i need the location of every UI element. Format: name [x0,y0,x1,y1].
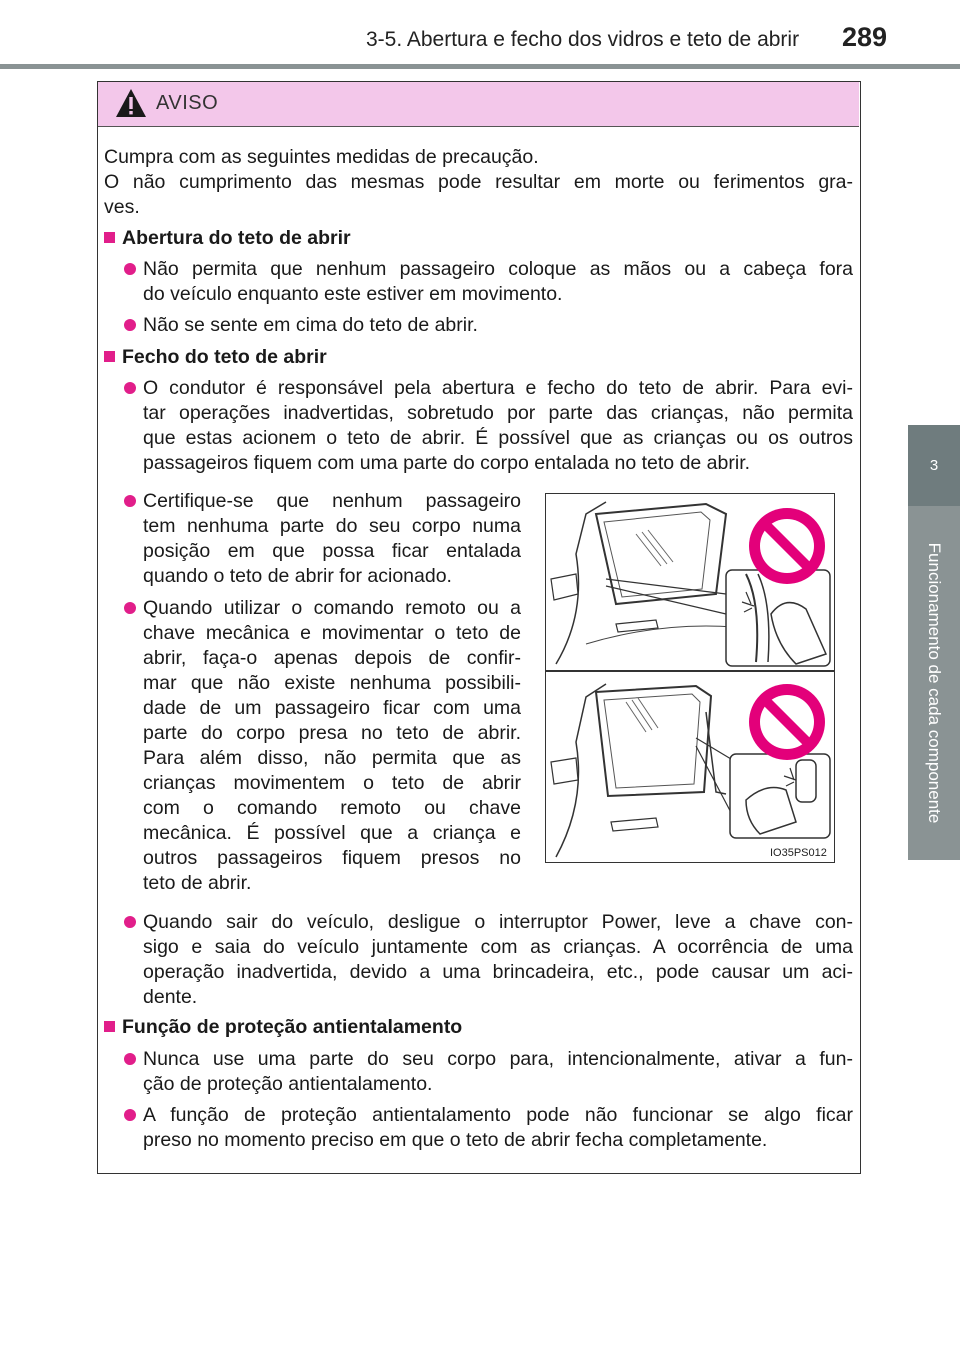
chapter-tab-label [908,506,960,860]
item-line: preso no momento preciso em que o teto de abrir fecha completamente. [143,1129,768,1151]
item-line: Quando sair do veículo, desligue o interruptor Power, leve a chave con- [143,911,853,933]
page-header-title: 3-5. Abertura e fecho dos vidros e teto de abrir [366,28,800,51]
section-heading: Fecho do teto de abrir [122,346,327,368]
section-bullet-square [104,232,115,243]
item-line: quando o teto de abrir for acionado. [143,565,452,587]
item-line: dade de um passageiro ficar com uma [143,697,521,719]
page-number: 289 [842,22,888,52]
item-line: mar que não existe nenhuma possibili- [143,672,521,694]
bullet-dot [124,382,136,394]
item-line: posição em que possa ficar entalada [143,540,521,562]
item-line: dente. [143,986,198,1008]
item-line: ção de proteção antientalamento. [143,1073,433,1095]
sunroof-switch-hand-drawing [546,672,835,863]
section-heading: Função de proteção antientalamento [122,1016,463,1038]
item-line: Não se sente em cima do teto de abrir. [143,314,478,336]
item-line: chave mecânica e movimentar o teto de [143,622,521,644]
intro-line-3: ves. [104,196,140,218]
item-line: que estas acionem o teto de abrir. É possível que as crianças ou os outros [143,427,853,449]
item-line: parte do corpo presa no teto de abrir. [143,722,521,744]
bullet-dot [124,602,136,614]
bullet-dot [124,263,136,275]
item-line: tem nenhuma parte do seu corpo numa [143,515,521,537]
sunroof-illustration [545,493,835,863]
item-line: sigo e saia do veículo juntamente com as crianças. A ocorrência de uma [143,936,853,958]
item-line: Para além disso, não permita que as [143,747,521,769]
item-line: abrir, faça-o apenas depois de confir- [143,647,521,669]
header-rule [0,64,960,69]
chapter-tab-number [908,425,960,506]
chapter-label: Funcionamento de cada componente [925,542,944,824]
item-line: teto de abrir. [143,872,252,894]
sunroof-closing-hand-drawing [546,494,835,671]
warning-title: AVISO [156,92,219,114]
illustration-panel-top [545,493,835,671]
intro-line-1: Cumpra com as seguintes medidas de precaução. [104,146,539,168]
item-line: Quando utilizar o comando remoto ou a [143,597,521,619]
illustration-panel-bottom [545,671,835,863]
item-line: O condutor é responsável pela abertura e fecho do teto de abrir. Para evi- [143,377,853,399]
item-line: Certifique-se que nenhum passageiro [143,490,521,512]
item-line: do veículo enquanto este estiver em movimento. [143,283,563,305]
warning-header [98,82,859,127]
bullet-dot [124,495,136,507]
section-bullet-square [104,1021,115,1032]
bullet-dot [124,1053,136,1065]
illustration-code: IO35PS012 [770,847,827,859]
item-line: Não permita que nenhum passageiro coloque as mãos ou a cabeça fora [143,258,853,280]
item-line: Nunca use uma parte do seu corpo para, intencionalmente, ativar a fun- [143,1048,853,1070]
item-line: com o comando remoto ou chave [143,797,521,819]
bullet-dot [124,916,136,928]
intro-line-2: O não cumprimento das mesmas pode resultar em morte ou ferimentos gra- [104,171,853,193]
chapter-number: 3 [929,457,939,474]
item-line: tar operações inadvertidas, sobretudo por parte das crianças, não permita [143,402,853,424]
section-heading: Abertura do teto de abrir [122,227,351,249]
item-line: mecânica. É possível que a criança e [143,822,521,844]
bullet-dot [124,319,136,331]
section-bullet-square [104,351,115,362]
bullet-dot [124,1109,136,1121]
item-line: outros passageiros fiquem presos no [143,847,521,869]
item-line: operação inadvertida, devido a uma brincadeira, etc., pode causar um aci- [143,961,853,983]
item-line: A função de proteção antientalamento pode não funcionar se algo ficar [143,1104,853,1126]
item-line: crianças movimentem o teto de abrir [143,772,521,794]
warning-triangle-icon [115,88,147,118]
item-line: passageiros fiquem com uma parte do corpo entalada no teto de abrir. [143,452,751,474]
